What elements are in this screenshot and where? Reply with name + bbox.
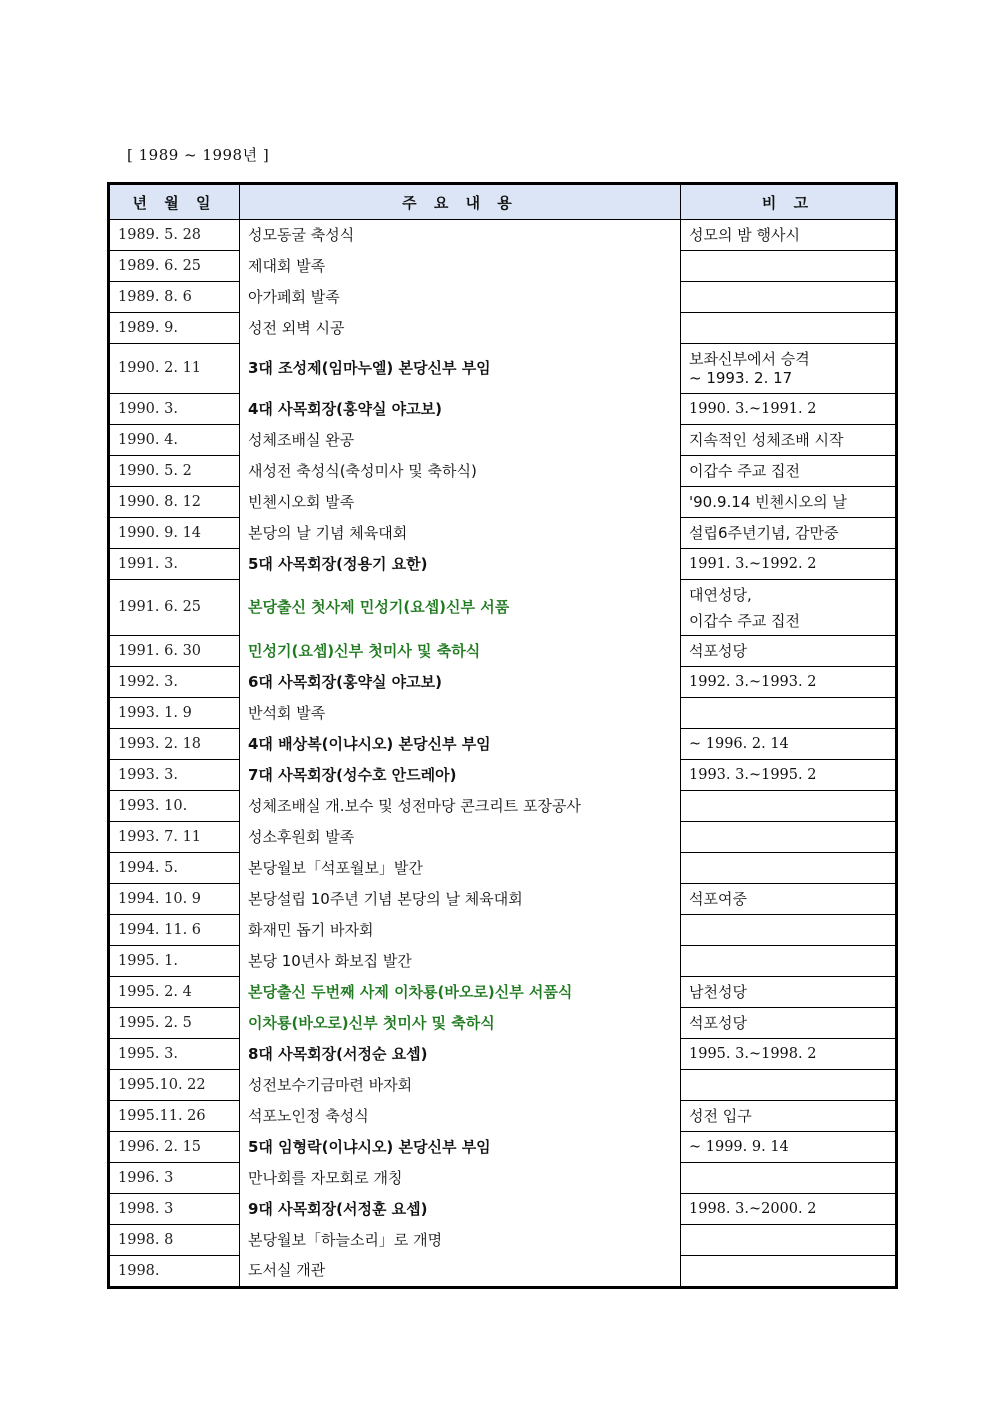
content-cell: 반석회 발족 — [240, 698, 681, 729]
note-line-2: ~ 1993. 2. 17 — [689, 368, 793, 387]
table-row — [109, 1256, 897, 1288]
note-cell — [681, 1256, 897, 1288]
table-row — [109, 884, 897, 915]
table-row — [109, 344, 897, 394]
note-cell: 이갑수 주교 집전 — [681, 456, 897, 487]
note-cell — [681, 251, 897, 282]
content-cell: 만나회를 자모회로 개칭 — [240, 1163, 681, 1194]
content-cell: 성전 외벽 시공 — [240, 313, 681, 344]
note-line-2: 이갑수 주교 집전 — [689, 611, 800, 630]
table-row — [109, 1225, 897, 1256]
date-cell: 1995. 3. — [109, 1039, 240, 1070]
content-cell: 3대 조성제(임마누엘) 본당신부 부임 — [240, 344, 681, 394]
note-cell — [681, 915, 897, 946]
table-header-row — [109, 184, 897, 220]
table-row — [109, 729, 897, 760]
content-cell: 빈첸시오회 발족 — [240, 487, 681, 518]
note-cell: 1992. 3.~1993. 2 — [681, 667, 897, 698]
note-cell — [681, 1163, 897, 1194]
date-cell: 1995. 2. 4 — [109, 977, 240, 1008]
note-cell: ~ 1996. 2. 14 — [681, 729, 897, 760]
content-cell: 제대회 발족 — [240, 251, 681, 282]
date-cell: 1991. 3. — [109, 549, 240, 580]
note-cell — [681, 313, 897, 344]
date-cell: 1990. 8. 12 — [109, 487, 240, 518]
content-cell: 본당출신 첫사제 민성기(요셉)신부 서품 — [240, 580, 681, 636]
note-line-1: 보좌신부에서 승격 — [689, 349, 810, 368]
date-cell: 1994. 5. — [109, 853, 240, 884]
date-cell: 1990. 3. — [109, 394, 240, 425]
note-cell: 석포성당 — [681, 1008, 897, 1039]
date-cell: 1994. 11. 6 — [109, 915, 240, 946]
note-cell: 1991. 3.~1992. 2 — [681, 549, 897, 580]
table-row — [109, 667, 897, 698]
content-cell: 본당 10년사 화보집 발간 — [240, 946, 681, 977]
date-cell: 1995.11. 26 — [109, 1101, 240, 1132]
table-row — [109, 1101, 897, 1132]
table-row — [109, 1163, 897, 1194]
content-cell: 아가페회 발족 — [240, 282, 681, 313]
note-cell: 1993. 3.~1995. 2 — [681, 760, 897, 791]
content-cell: 도서실 개관 — [240, 1256, 681, 1288]
table-row — [109, 1039, 897, 1070]
table-row — [109, 1194, 897, 1225]
date-cell: 1996. 3 — [109, 1163, 240, 1194]
table-row — [109, 822, 897, 853]
date-cell: 1994. 10. 9 — [109, 884, 240, 915]
content-cell: 이차룡(바오로)신부 첫미사 및 축하식 — [240, 1008, 681, 1039]
date-cell: 1998. 3 — [109, 1194, 240, 1225]
table-row — [109, 1008, 897, 1039]
table-row — [109, 282, 897, 313]
date-cell: 1989. 5. 28 — [109, 220, 240, 251]
content-cell: 본당월보「석포월보」발간 — [240, 853, 681, 884]
date-cell: 1990. 5. 2 — [109, 456, 240, 487]
content-cell: 민성기(요셉)신부 첫미사 및 축하식 — [240, 636, 681, 667]
content-cell: 7대 사목회장(성수호 안드레아) — [240, 760, 681, 791]
history-table — [107, 182, 898, 1289]
note-cell: 1995. 3.~1998. 2 — [681, 1039, 897, 1070]
content-cell: 5대 임형락(이냐시오) 본당신부 부임 — [240, 1132, 681, 1163]
note-cell — [681, 344, 897, 394]
note-cell: 1990. 3.~1991. 2 — [681, 394, 897, 425]
header-content: 주 요 내 용 — [240, 184, 681, 220]
table-row — [109, 425, 897, 456]
table-row — [109, 456, 897, 487]
date-cell: 1989. 6. 25 — [109, 251, 240, 282]
note-cell — [681, 791, 897, 822]
date-cell: 1992. 3. — [109, 667, 240, 698]
table-row — [109, 1070, 897, 1101]
date-cell: 1998. 8 — [109, 1225, 240, 1256]
table-row — [109, 220, 897, 251]
note-cell: 석포성당 — [681, 636, 897, 667]
note-cell — [681, 853, 897, 884]
content-cell: 6대 사목회장(홍약실 야고보) — [240, 667, 681, 698]
date-cell: 1993. 7. 11 — [109, 822, 240, 853]
table-row — [109, 549, 897, 580]
note-cell: 1998. 3.~2000. 2 — [681, 1194, 897, 1225]
date-cell: 1996. 2. 15 — [109, 1132, 240, 1163]
content-cell: 새성전 축성식(축성미사 및 축하식) — [240, 456, 681, 487]
table-row — [109, 977, 897, 1008]
content-cell: 8대 사목회장(서정순 요셉) — [240, 1039, 681, 1070]
note-cell: 설립6주년기념, 감만중 — [681, 518, 897, 549]
content-cell: 성체조배실 완공 — [240, 425, 681, 456]
note-cell — [681, 946, 897, 977]
date-cell: 1990. 4. — [109, 425, 240, 456]
date-cell: 1993. 10. — [109, 791, 240, 822]
table-row — [109, 251, 897, 282]
content-cell: 본당설립 10주년 기념 본당의 날 체육대회 — [240, 884, 681, 915]
table-row — [109, 580, 897, 636]
content-cell: 본당출신 두번째 사제 이차룡(바오로)신부 서품식 — [240, 977, 681, 1008]
note-cell — [681, 1225, 897, 1256]
note-line-1: 대연성당, — [689, 585, 752, 604]
section-caption: [ 1989 ~ 1998년 ] — [127, 146, 270, 164]
note-cell — [681, 1070, 897, 1101]
table-row — [109, 487, 897, 518]
date-cell: 1995.10. 22 — [109, 1070, 240, 1101]
table-row — [109, 394, 897, 425]
note-cell: 석포여중 — [681, 884, 897, 915]
content-cell: 성전보수기금마련 바자회 — [240, 1070, 681, 1101]
date-cell: 1991. 6. 30 — [109, 636, 240, 667]
header-note: 비 고 — [681, 184, 897, 220]
content-cell: 5대 사목회장(정용기 요한) — [240, 549, 681, 580]
table-row — [109, 698, 897, 729]
note-cell: 성전 입구 — [681, 1101, 897, 1132]
table-row — [109, 791, 897, 822]
date-cell: 1995. 1. — [109, 946, 240, 977]
table-row — [109, 636, 897, 667]
note-cell — [681, 822, 897, 853]
date-cell: 1990. 2. 11 — [109, 344, 240, 394]
note-cell — [681, 282, 897, 313]
table-row — [109, 518, 897, 549]
note-cell: 성모의 밤 행사시 — [681, 220, 897, 251]
table-row — [109, 946, 897, 977]
content-cell: 화재민 돕기 바자회 — [240, 915, 681, 946]
content-cell: 석포노인정 축성식 — [240, 1101, 681, 1132]
date-cell: 1991. 6. 25 — [109, 580, 240, 636]
date-cell: 1993. 1. 9 — [109, 698, 240, 729]
table-row — [109, 853, 897, 884]
note-cell: '90.9.14 빈첸시오의 날 — [681, 487, 897, 518]
note-cell: 남천성당 — [681, 977, 897, 1008]
note-cell: 지속적인 성체조배 시작 — [681, 425, 897, 456]
content-cell: 4대 배상복(이냐시오) 본당신부 부임 — [240, 729, 681, 760]
content-cell: 성체조배실 개.보수 및 성전마당 콘크리트 포장공사 — [240, 791, 681, 822]
content-cell: 9대 사목회장(서정훈 요셉) — [240, 1194, 681, 1225]
note-cell — [681, 580, 897, 636]
date-cell: 1993. 2. 18 — [109, 729, 240, 760]
content-cell: 성모동굴 축성식 — [240, 220, 681, 251]
date-cell: 1998. — [109, 1256, 240, 1288]
table-row — [109, 915, 897, 946]
table-row — [109, 760, 897, 791]
table-row — [109, 313, 897, 344]
content-cell: 본당월보「하늘소리」로 개명 — [240, 1225, 681, 1256]
table-row — [109, 1132, 897, 1163]
date-cell: 1995. 2. 5 — [109, 1008, 240, 1039]
note-cell: ~ 1999. 9. 14 — [681, 1132, 897, 1163]
content-cell: 본당의 날 기념 체육대회 — [240, 518, 681, 549]
date-cell: 1989. 8. 6 — [109, 282, 240, 313]
content-cell: 4대 사목회장(홍약실 야고보) — [240, 394, 681, 425]
date-cell: 1993. 3. — [109, 760, 240, 791]
header-date: 년 월 일 — [109, 184, 240, 220]
date-cell: 1990. 9. 14 — [109, 518, 240, 549]
table-body — [109, 220, 897, 1288]
content-cell: 성소후원회 발족 — [240, 822, 681, 853]
note-cell — [681, 698, 897, 729]
date-cell: 1989. 9. — [109, 313, 240, 344]
